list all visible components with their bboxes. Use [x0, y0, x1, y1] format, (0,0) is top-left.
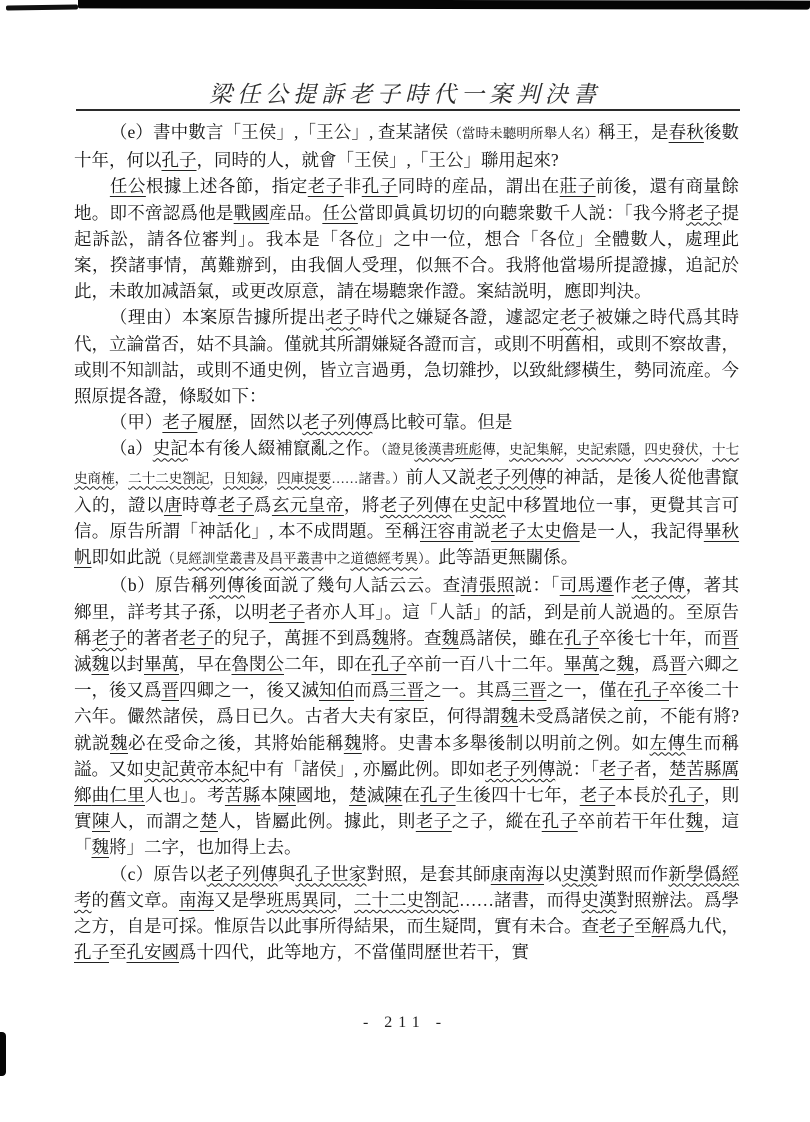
text-run: ，爲 [634, 654, 669, 675]
text-run: 時尊 [181, 494, 218, 515]
proper-name-run: 老子 [490, 521, 527, 542]
proper-name-run: 晋 [669, 654, 687, 675]
book-title-run: 昌平叢書 [269, 551, 324, 567]
text-run: 爲九代， [669, 916, 739, 937]
book-title-run: 左傳 [649, 732, 686, 753]
book-title-run: 老子列傳 [302, 412, 373, 433]
text-run: 被嫌之時代爲其時代，立論當否，姑不具論。僅就其所謂嫌疑各證而言，或則不明舊相，或則不察故書，或則不知訓詁，或則不通史例，皆立言過勇，急切雜抄，以致紕繆橫生，勢同流産。今照原提各證，條駁如下： [74, 307, 740, 407]
text-run: 履歷，固然以 [197, 412, 303, 433]
proper-name-run: 老子 [599, 758, 634, 779]
text-run: 産品。 [269, 202, 323, 223]
text-run: 爲 [253, 494, 272, 515]
proper-name-run: 畢萬 [564, 654, 599, 675]
proper-name-run: 孔子 [541, 811, 578, 832]
proper-name-run: 唐 [163, 494, 182, 515]
text-run: 對照，是套其師 [366, 863, 491, 884]
text-run: （c）原告以 [109, 863, 207, 884]
proper-name-run: 張照 [478, 575, 515, 596]
text-run: ）。 [418, 551, 439, 567]
text-run: 之一。其爲 [424, 680, 512, 701]
book-title-run: 班馬異同 [266, 889, 337, 910]
text-run: 四卿之一，後又滅 [179, 680, 319, 701]
proper-name-run: 任公 [109, 176, 146, 197]
proper-name-run: 畢萬 [144, 654, 179, 675]
book-title-run: 老子 [91, 627, 127, 648]
text-run: 的兒子，萬捱不到爲 [214, 627, 372, 648]
proper-name-run: 孔子 [361, 176, 398, 197]
text-run: （b）原告稱 [109, 575, 209, 596]
proper-name-run: 孔子 [161, 150, 197, 171]
text-run: （證見 [380, 442, 415, 458]
book-title-run: 四史發伏 [644, 442, 699, 458]
text-run: 的舊文章。 [91, 889, 179, 910]
text-run: （e）書中數言「王侯」,「王公」, 查某諸侯 [109, 122, 449, 142]
book-title-run: 日知録 [222, 470, 264, 486]
text-run: 卒前若干年仕 [577, 811, 686, 832]
paragraph [74, 304, 739, 409]
paragraph [74, 173, 739, 304]
book-title-run: 道德經考異 [350, 551, 418, 567]
text-run: 此等語更無關係。 [438, 547, 579, 568]
book-title-run: 老子傳 [631, 575, 686, 596]
text-run: ，著其鄉里，詳考其子孫，以明 [74, 575, 740, 622]
text-run: 爲比較可靠。但是 [372, 412, 513, 433]
book-title-run: 老子 [325, 307, 362, 328]
proper-name-run: 孔子 [564, 627, 599, 648]
book-title-run: 史記 [469, 494, 506, 515]
proper-name-run: 孔子 [74, 942, 109, 963]
proper-name-run: 三晋 [511, 680, 547, 701]
proper-name-run: 孔安國 [126, 942, 179, 963]
text-run: 對照辦法。爲學之方，自是可採。惟原告以此事所得結果，而生疑問，實有未合。查 [74, 889, 739, 937]
text-run: 者， [634, 758, 669, 779]
proper-name-run: 老子 [269, 601, 305, 622]
book-title-run: 漢 [579, 863, 598, 884]
book-title-run: 史 [581, 889, 599, 910]
text-run: ，早在 [179, 654, 232, 675]
text-run: 同時的産品，謂出在 [397, 176, 560, 197]
proper-name-run: 太史儋 [526, 521, 580, 542]
proper-name-run: 老子 [307, 176, 344, 197]
paragraph [74, 572, 739, 860]
text-run: 作 [613, 575, 632, 596]
proper-name-run: 孔子 [668, 785, 704, 806]
text-run: 後面説了幾句人話云云。查 [244, 575, 461, 596]
paragraph [74, 861, 739, 966]
proper-name-run: 老子 [599, 916, 634, 937]
proper-name-run: 孔子 [371, 654, 407, 675]
text-run: 未受爲諸侯之前，不能有將?就説 [74, 706, 739, 753]
text-run: 的神話，是後人從他書竄入的，證以 [74, 466, 740, 515]
proper-name-run: 清 [460, 575, 479, 596]
proper-name-run: 魏 [616, 654, 634, 675]
text-run: ， [336, 889, 354, 910]
text-run: 時代之嫌疑各證，遽認定 [361, 307, 560, 328]
proper-name-run: 楚 [669, 758, 687, 779]
text-run: 爲十四代，此等地方，不當僅問歷世若干，實 [179, 942, 529, 963]
book-title-run: 黄帝本紀 [179, 758, 249, 779]
text-run: 即如此説 [91, 547, 162, 568]
text-run: 前人又説 [405, 466, 476, 487]
text-run: 本 [260, 785, 279, 806]
text-run: 前後，還有商量餘地。即不啻認爲他是 [74, 176, 740, 223]
text-run: （理由）本案原告據所提出 [109, 307, 326, 328]
text-run: ，這「 [74, 811, 740, 858]
text-run: 者亦人耳」。這「人話」的話，到是前人説過的。至原告稱 [74, 601, 740, 648]
text-run: 根據上述各節，指定 [145, 176, 308, 197]
text-run: 非 [343, 176, 362, 197]
text-run: （a） [109, 438, 153, 459]
text-run: 本長於 [615, 785, 669, 806]
proper-name-run: 任公 [322, 202, 358, 223]
proper-name-run: 孔子 [420, 785, 456, 806]
text-run: （當時未聽明所舉人名） [448, 126, 599, 141]
proper-name-run: 魏 [91, 837, 109, 858]
text-run: 與 [277, 863, 296, 884]
proper-name-run: 魏 [441, 627, 459, 648]
proper-name-run: 老子 [217, 494, 254, 515]
book-title-run: 史記 [144, 758, 179, 779]
proper-name-run: 晋 [161, 680, 179, 701]
text-run: 而爲 [354, 680, 389, 701]
text-run: ，則實 [74, 785, 740, 832]
text-run: 本有後人綴補竄亂之作。 [187, 438, 381, 459]
page-number: - 211 - [362, 1014, 448, 1031]
scan-artifact-top [78, 0, 810, 10]
proper-name-run: 魏 [109, 732, 128, 753]
book-title-run: 老子列傳 [379, 494, 452, 515]
text-run: 將。史書本多舉後制以明前之例。如 [361, 732, 650, 753]
text-run: 的著者 [126, 627, 179, 648]
proper-name-run: 厲鄉 [74, 758, 739, 806]
text-run: 以 [544, 863, 562, 884]
book-title-run: 新學僞經考 [74, 863, 740, 910]
text-run: 至 [109, 942, 127, 963]
proper-name-run: 三晋 [389, 680, 424, 701]
text-run: 提起訴訟，請各位審判」。我本是「各位」之中一位，想合「各位」全體數人，處理此案，揆諸事情，萬難辦到，由我個人受理，似無不合。我將他當場所提證據，追記於此，未敢加减語氣，或更改原意，請在場聽衆作證。案結説明，應即判決。 [74, 202, 740, 302]
proper-name-run: 曲仁里 [91, 785, 145, 806]
proper-name-run: 老子 [415, 811, 452, 832]
document-body [74, 119, 739, 966]
book-title-run: 老子 [686, 202, 722, 223]
proper-name-run: 戰國 [233, 202, 270, 223]
text-run: 卒後七十年，而 [599, 627, 722, 648]
text-run: 人，而謂之 [110, 811, 200, 832]
book-title-run: 老子 [559, 307, 596, 328]
header-rule-divider [76, 109, 740, 111]
proper-name-run: 苦縣 [686, 758, 722, 779]
paragraph [74, 119, 739, 173]
text-run: 卒後二十六年。儼然諸侯，爲日已久。古者大夫有家臣，何得謂 [74, 680, 739, 727]
text-run: 必在受命之後，其將始能稱 [127, 732, 344, 753]
proper-name-run: 南海 [179, 889, 214, 910]
text-run: 傳， [482, 442, 510, 458]
paragraph [74, 409, 739, 435]
proper-name-run: 陳 [384, 785, 403, 806]
text-run: 滅 [74, 654, 92, 675]
text-run: 國地， [295, 785, 350, 806]
proper-name-run: 魏 [343, 732, 362, 753]
proper-name-run: 陳 [92, 811, 110, 832]
proper-name-run: 楚 [349, 785, 367, 806]
text-run: 後數十年，何以 [74, 122, 740, 171]
text-run: 之子，縱在 [451, 811, 542, 832]
text-run: 對照而作 [597, 863, 669, 884]
text-run: ， [563, 442, 577, 458]
text-run: 二年，即在 [284, 654, 372, 675]
text-run: 至 [634, 916, 652, 937]
book-title-run: 史記集解 [509, 442, 564, 458]
text-run: ， [114, 470, 129, 486]
proper-name-run: 楚 [199, 811, 218, 832]
book-title-run: 二十二史劄記 [354, 889, 459, 910]
text-run: ， [209, 470, 223, 486]
book-title-run: 二十二史劄記 [128, 470, 210, 486]
text-run: ， [698, 442, 713, 458]
text-run: （甲） [109, 412, 163, 433]
text-run: 在 [402, 785, 421, 806]
text-run: 説：「 [514, 575, 560, 596]
text-run: 將。查 [389, 627, 442, 648]
text-run: 以封 [109, 654, 144, 675]
text-run: 稱王，是 [598, 122, 669, 142]
text-run: ……諸書，而得 [459, 889, 582, 910]
text-run: 是一人，我記得 [579, 521, 704, 542]
book-title-run: 四庫提要 [277, 470, 332, 486]
text-run: （見 [161, 551, 189, 567]
proper-name-run: 康南海 [490, 863, 545, 884]
proper-name-run: 莊子 [559, 176, 596, 197]
book-title-run: 後漢書 [414, 442, 455, 458]
text-run: ， [630, 442, 645, 458]
text-run: 中之 [323, 551, 351, 567]
text-run: 及 [256, 551, 270, 567]
proper-name-run: 汪容甫 [419, 521, 474, 542]
text-run: 生後四十七年， [455, 785, 580, 806]
proper-name-run: 老子 [579, 785, 616, 806]
text-run: 生而稱謚。又如 [74, 732, 740, 779]
text-run: 中有「諸侯」, 亦屬此例。即如 [249, 758, 486, 779]
text-run: 當即眞眞切切的向聽衆數千人説：「我今將 [357, 202, 687, 223]
book-title-run: 老子列傳 [475, 466, 547, 487]
paragraph [74, 435, 739, 572]
proper-name-run: 司馬遷 [559, 575, 614, 596]
proper-name-run: 魏 [685, 811, 704, 832]
proper-name-run: 魏 [371, 627, 389, 648]
text-run: 六卿之一，後又爲 [74, 654, 739, 701]
proper-name-run: 班彪 [455, 442, 483, 458]
text-run: ……諸書。） [331, 470, 406, 486]
text-run: 在 [451, 494, 470, 515]
book-title-run: 經訓堂叢書 [188, 551, 256, 567]
proper-name-run: 春秋 [668, 122, 704, 142]
book-title-run: 孔子世家 [295, 863, 367, 884]
text-run: 將」二字，也加得上去。 [109, 837, 302, 858]
proper-name-run: 苦縣 [224, 785, 261, 806]
scan-artifact-left-bottom [0, 1032, 6, 1076]
text-run: ，將 [343, 494, 380, 515]
running-header-title: 梁任公提訴老子時代一案判決書 [209, 82, 601, 107]
scan-artifact-top-left [6, 4, 78, 10]
text-run: 爲諸侯，雖在 [459, 627, 564, 648]
text-run: 之 [599, 654, 617, 675]
proper-name-run: 魯 [231, 654, 249, 675]
text-run: 中移置地位一事，更覺其言可信。原告所謂「神話化」, 本不成問題。至稱 [74, 494, 740, 542]
proper-name-run: 畢秋帆 [74, 521, 740, 568]
proper-name-run: 老子 [179, 627, 214, 648]
text-run: 説：「 [555, 758, 599, 779]
proper-name-run: 陳 [278, 785, 296, 806]
proper-name-run: 晋 [721, 627, 739, 648]
text-run: ，同時的人，就會「王侯」,「王公」聯用起來? [196, 150, 559, 171]
text-run: 人也」。考 [144, 785, 225, 806]
book-title-run: 漢 [599, 889, 617, 910]
proper-name-run: 知伯 [319, 680, 354, 701]
book-title-run: 十七史商榷 [74, 442, 740, 486]
proper-name-run: 解 [651, 916, 669, 937]
book-title-run: 史 [561, 863, 580, 884]
proper-name-run: 玄元皇帝 [271, 494, 344, 515]
proper-name-run: 老子 [162, 412, 198, 433]
book-title-run: 老子列傳 [485, 758, 556, 779]
text-run: 又是學 [214, 889, 267, 910]
book-title-run: 老子列傳 [206, 863, 278, 884]
book-title-run: 史記 [152, 438, 188, 459]
proper-name-run: 閔公 [249, 654, 284, 675]
text-run: ， [263, 470, 278, 486]
proper-name-run: 孔子 [634, 680, 669, 701]
text-run: 人，皆屬此例。據此，則 [217, 811, 416, 832]
book-title-run: 史記索隱 [576, 442, 631, 458]
proper-name-run: 魏 [91, 654, 109, 675]
text-run: 之一，僅在 [546, 680, 634, 701]
text-run: 滅 [366, 785, 385, 806]
book-title-run: 列傳 [208, 575, 245, 596]
text-run: 卒前一百八十二年。 [406, 654, 564, 675]
proper-name-run: 魏 [500, 706, 519, 727]
text-run: 説 [473, 521, 491, 542]
